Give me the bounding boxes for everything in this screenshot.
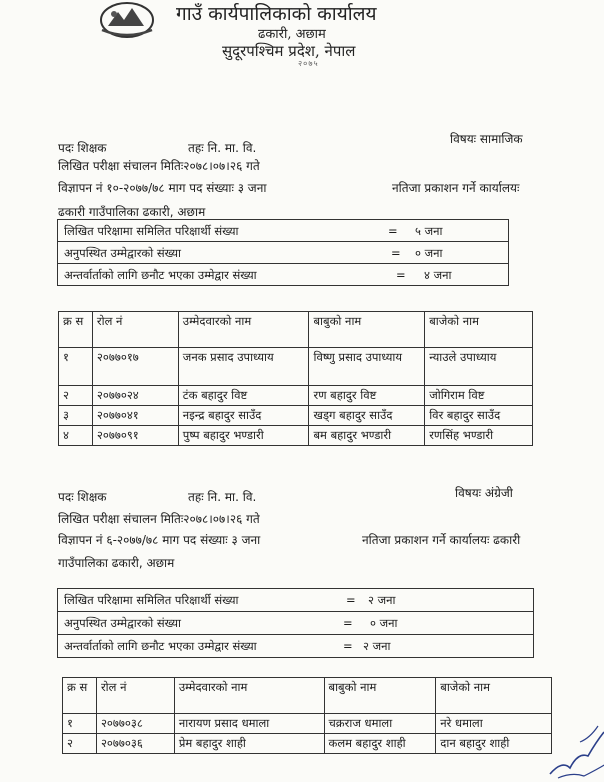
summary-value: २ जना [363, 639, 391, 653]
cell-father: विष्णु प्रसाद उपाध्याय [309, 348, 425, 386]
table-row [59, 348, 533, 386]
summary-box [57, 219, 509, 286]
header-roll: रोल नं [96, 678, 174, 714]
notice-line: विज्ञापन नं १०-२०७७/७८ माग पद संख्याः ३ जना [58, 181, 267, 195]
summary-equals: = [396, 268, 406, 282]
office-province: सुदूरपश्चिम प्रदेश, नेपाल [222, 42, 356, 60]
cell-father: कलम बहादुर शाही [324, 733, 436, 753]
cell-candidate: प्रेम बहादुर शाही [174, 733, 324, 753]
summary-value: २ जना [368, 593, 396, 607]
summary-row [58, 612, 533, 635]
summary-row [58, 220, 508, 242]
cell-roll: २०७७०२४ [92, 386, 178, 406]
cell-roll: २०७७०३८ [96, 714, 174, 734]
cell-serial: २ [63, 733, 97, 753]
subject-label: विषयः सामाजिक [450, 132, 523, 146]
summary-value: ० जना [415, 246, 443, 260]
header-grandfather: बाजेको नाम [425, 312, 533, 348]
result-office-label: नतिजा प्रकाशन गर्ने कार्यालयः ढकारी [362, 533, 521, 547]
summary-equals: = [343, 616, 353, 630]
result-office: ढकारी गाउँपालिका ढकारी, अछाम [58, 205, 206, 219]
cell-father: रण बहादुर विष्ट [309, 386, 425, 406]
summary-row [58, 635, 533, 657]
post-label: पदः शिक्षक [58, 141, 107, 155]
cell-candidate: नइन्द्र बहादुर साउँद [178, 405, 309, 425]
table-row [59, 425, 533, 445]
cell-serial: ३ [59, 405, 93, 425]
table-header-row [63, 678, 552, 714]
exam-date: लिखित परीक्षा संचालन मितिः२०७८।०७।२६ गते [58, 512, 260, 526]
cell-grandfather: नरे धमाला [436, 714, 552, 734]
summary-label: अनुपस्थित उम्मेद्वारको संख्या [64, 616, 182, 630]
table-header-row [59, 312, 533, 348]
level-label: तहः नि. मा. वि. [188, 490, 257, 504]
summary-row [58, 589, 533, 612]
summary-value: ४ जना [424, 268, 452, 282]
subject-label: विषयः अंग्रेजी [455, 486, 513, 500]
cell-roll: २०७७०१७ [92, 348, 178, 386]
summary-label: अन्तर्वार्ताको लागि छनौट भएका उम्मेद्वार संख्या [64, 268, 257, 282]
cell-serial: १ [59, 348, 93, 386]
signature-mark [540, 712, 604, 782]
exam-date: लिखित परीक्षा संचालन मितिः२०७८।०७।२६ गते [58, 159, 260, 173]
summary-row [58, 242, 508, 264]
cell-candidate: नारायण प्रसाद धमाला [174, 714, 324, 734]
post-label: पदः शिक्षक [58, 490, 107, 504]
nepal-emblem-logo [94, 0, 160, 40]
table-row [59, 386, 533, 406]
cell-grandfather: विर बहादुर साउँद [425, 405, 533, 425]
table-row [63, 714, 552, 734]
summary-box [57, 588, 534, 658]
summary-label: लिखित परिक्षामा समिलित परिक्षार्थी संख्या [64, 593, 239, 607]
header-roll: रोल नं [92, 312, 178, 348]
header-serial: क्र स [63, 678, 97, 714]
cell-father: खड्ग बहादुर साउँद [309, 405, 425, 425]
table-row [63, 733, 552, 753]
summary-value: ० जना [370, 616, 398, 630]
table-row [59, 405, 533, 425]
level-label: तहः नि. मा. वि. [188, 141, 257, 155]
header-father: बाबुको नाम [324, 678, 436, 714]
cell-roll: २०७७०३६ [96, 733, 174, 753]
result-office-label: नतिजा प्रकाशन गर्ने कार्यालयः [392, 181, 520, 195]
result-office: गाउँपालिका ढकारी, अछाम [58, 556, 175, 570]
cell-grandfather: जोगिराम विष्ट [425, 386, 533, 406]
results-table [58, 311, 533, 446]
summary-row [58, 264, 508, 285]
cell-grandfather: न्याउले उपाध्याय [425, 348, 533, 386]
cell-serial: ४ [59, 425, 93, 445]
summary-value: ५ जना [415, 224, 443, 238]
summary-equals: = [391, 246, 401, 260]
cell-serial: १ [63, 714, 97, 734]
results-table [62, 677, 552, 754]
summary-label: अन्तर्वार्ताको लागि छनौट भएका उम्मेद्वार संख्या [64, 639, 257, 653]
established-stamp: २०७५ [298, 59, 319, 68]
cell-candidate: जनक प्रसाद उपाध्याय [178, 348, 309, 386]
cell-grandfather: दान बहादुर शाही [436, 733, 552, 753]
summary-equals: = [346, 593, 356, 607]
header-candidate: उम्मेदवारको नाम [174, 678, 324, 714]
cell-candidate: टंक बहादुर विष्ट [178, 386, 309, 406]
summary-label: लिखित परिक्षामा समिलित परिक्षार्थी संख्या [64, 224, 239, 238]
cell-grandfather: रणसिंह भण्डारी [425, 425, 533, 445]
cell-father: चक्रराज धमाला [324, 714, 436, 734]
office-location: ढकारी, अछाम [258, 27, 326, 42]
header-grandfather: बाजेको नाम [436, 678, 552, 714]
office-title: गाउँ कार्यपालिकाको कार्यालय [176, 3, 377, 25]
cell-roll: २०७७०४१ [92, 405, 178, 425]
cell-father: बम बहादुर भण्डारी [309, 425, 425, 445]
cell-serial: २ [59, 386, 93, 406]
cell-candidate: पुष्प बहादुर भण्डारी [178, 425, 309, 445]
header-candidate: उम्मेदवारको नाम [178, 312, 309, 348]
header-serial: क्र स [59, 312, 93, 348]
notice-line: विज्ञापन नं ६-२०७७/७८ माग पद संख्याः ३ जना [58, 533, 261, 547]
cell-roll: २०७७०९१ [92, 425, 178, 445]
summary-label: अनुपस्थित उम्मेद्वारको संख्या [64, 246, 182, 260]
summary-equals: = [343, 639, 353, 653]
summary-equals: = [388, 224, 398, 238]
header-father: बाबुको नाम [309, 312, 425, 348]
